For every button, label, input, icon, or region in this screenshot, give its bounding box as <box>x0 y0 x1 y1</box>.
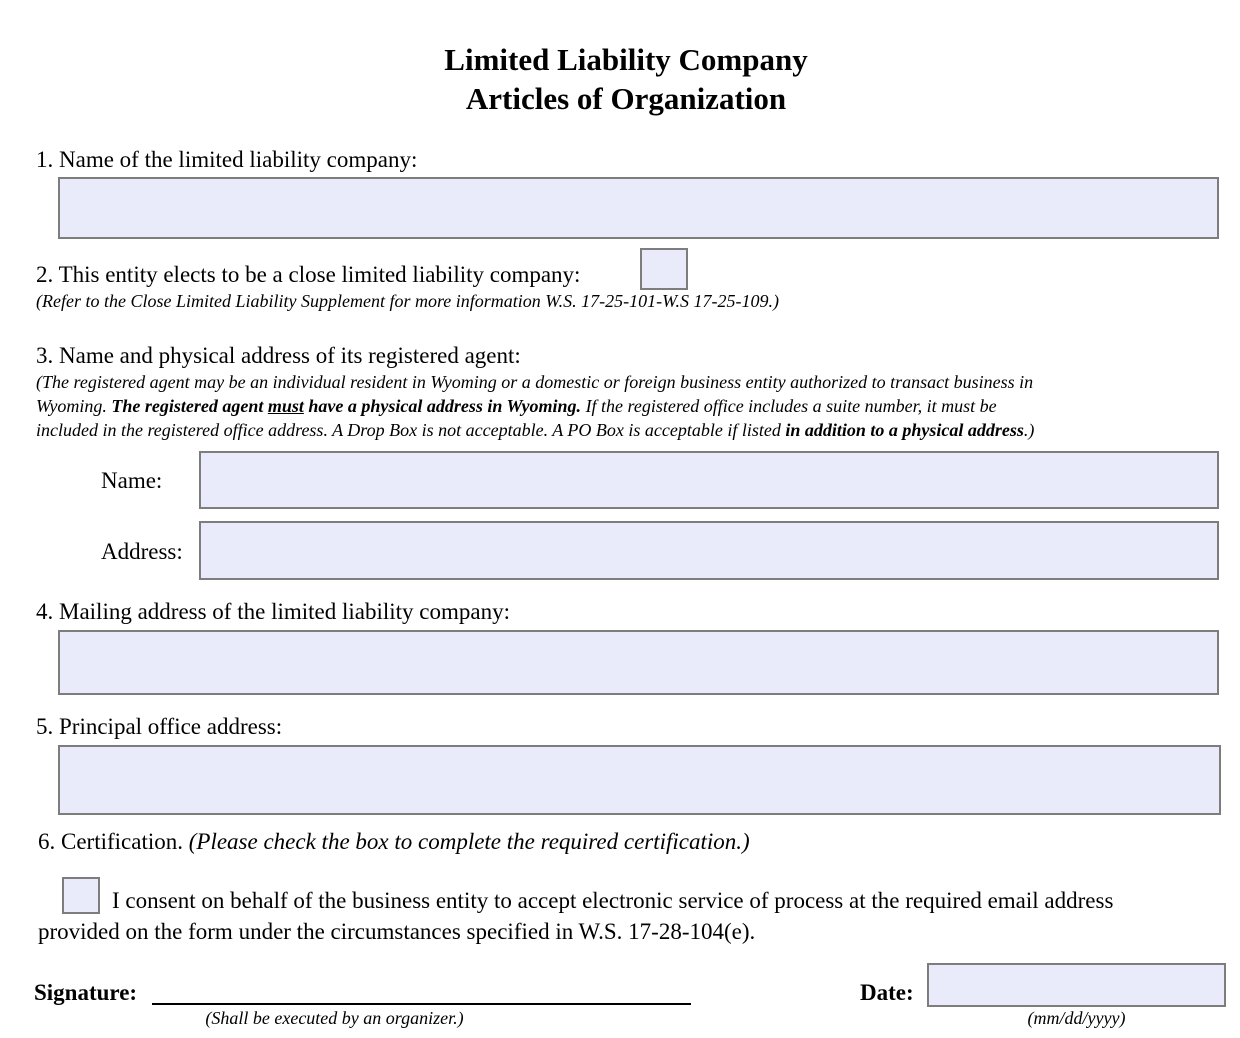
principal-office-input[interactable] <box>58 745 1221 815</box>
company-name-input[interactable] <box>58 177 1219 239</box>
note-text: Wyoming. <box>36 396 112 416</box>
certification-checkbox[interactable] <box>62 877 100 914</box>
question-3-note-line-2 <box>36 396 997 417</box>
close-llc-checkbox[interactable] <box>640 248 688 290</box>
note-text: .) <box>1023 420 1035 440</box>
question-6-label <box>38 829 750 855</box>
agent-address-label: Address: <box>101 539 183 564</box>
form-title-line-2: Articles of Organization <box>465 81 787 116</box>
agent-address-input[interactable] <box>199 521 1219 580</box>
signature-line[interactable] <box>152 1003 691 1005</box>
note-underlined-must: must <box>267 396 304 416</box>
consent-text-line-2: provided on the form under the circumstances specified in W.S. 17-28-104(e). <box>38 919 756 944</box>
question-2-note: (Refer to the Close Limited Liability Supplement for more information W.S. 17-25-101-W.S 17-25-109.) <box>36 291 779 311</box>
note-bold-text: have a physical address in Wyoming. <box>303 396 582 416</box>
certification-heading: 6. Certification. <box>38 829 183 854</box>
question-5-label: 5. Principal office address: <box>36 714 283 739</box>
date-label: Date: <box>860 980 914 1005</box>
note-bold-text: The registered agent <box>111 396 268 416</box>
date-format-hint: (mm/dd/yyyy) <box>1027 1008 1126 1028</box>
consent-text-line-1: I consent on behalf of the business entity to accept electronic service of process at the required email address <box>112 888 1114 913</box>
question-4-label: 4. Mailing address of the limited liability company: <box>36 599 510 624</box>
signature-note: (Shall be executed by an organizer.) <box>205 1008 464 1028</box>
certification-instruction: (Please check the box to complete the required certification.) <box>188 829 750 854</box>
question-3-note-line-1: (The registered agent may be an individual resident in Wyoming or a domestic or foreign business entity authorized to transact business in <box>36 372 1034 392</box>
note-text: included in the registered office address. A Drop Box is not acceptable. A PO Box is acceptable if listed <box>36 420 786 440</box>
question-2-label: 2. This entity elects to be a close limited liability company: <box>36 262 581 287</box>
agent-name-label: Name: <box>101 468 163 493</box>
mailing-address-input[interactable] <box>58 630 1219 695</box>
question-3-label: 3. Name and physical address of its registered agent: <box>36 343 521 368</box>
agent-name-input[interactable] <box>199 451 1219 509</box>
question-1-label: 1. Name of the limited liability company: <box>36 147 418 172</box>
note-bold-text: in addition to a physical address <box>785 420 1024 440</box>
note-text: If the registered office includes a suite number, it must be <box>581 396 997 416</box>
form-title-line-1: Limited Liability Company <box>444 42 808 77</box>
date-input[interactable] <box>927 963 1226 1007</box>
question-3-note-line-3 <box>36 420 1034 441</box>
signature-label: Signature: <box>34 980 138 1005</box>
